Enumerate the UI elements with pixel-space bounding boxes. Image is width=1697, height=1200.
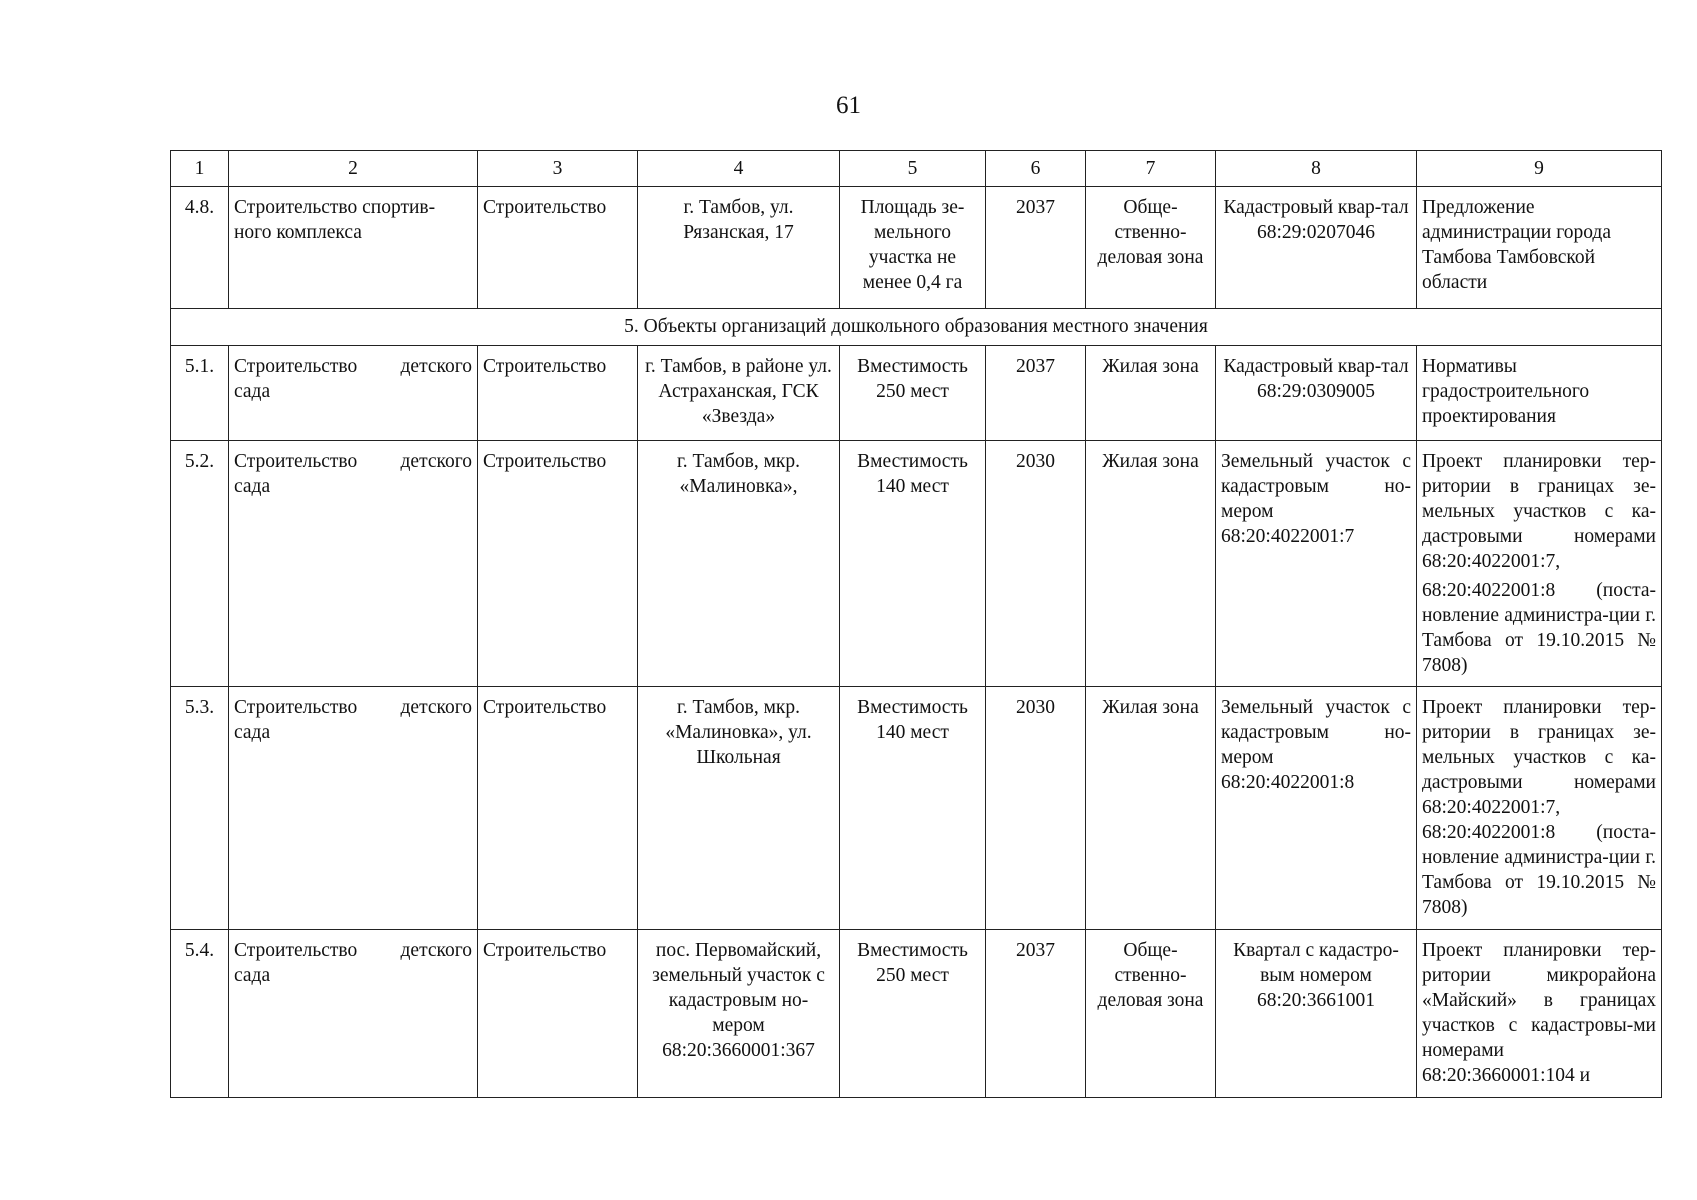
year: 2037 bbox=[986, 930, 1086, 1098]
table-row bbox=[171, 346, 1662, 441]
year: 2030 bbox=[986, 441, 1086, 687]
row-number: 5.3. bbox=[171, 687, 229, 930]
page-number: 61 bbox=[836, 92, 861, 119]
work-type: Строительство bbox=[478, 346, 638, 441]
section-title: 5. Объекты организаций дошкольного образования местного значения bbox=[171, 309, 1662, 346]
location: г. Тамбов, ул. Рязанская, 17 bbox=[638, 187, 840, 309]
object-name: Строительство детского сада bbox=[229, 930, 478, 1098]
zone: Обще-ственно-деловая зона bbox=[1086, 930, 1216, 1098]
table-row bbox=[171, 187, 1662, 309]
table-row bbox=[171, 687, 1662, 930]
basis bbox=[1417, 441, 1662, 687]
column-header: 8 bbox=[1216, 151, 1417, 187]
object-name: Строительство детского сада bbox=[229, 346, 478, 441]
section-header-row bbox=[171, 309, 1662, 346]
table-row bbox=[171, 441, 1662, 687]
year: 2037 bbox=[986, 187, 1086, 309]
location: г. Тамбов, мкр. «Малиновка», ул. Школьная bbox=[638, 687, 840, 930]
basis: Проект планировки тер-ритории микрорайона «Майский» в границах участков с кадастровы-ми номерами 68:20:3660001:104 и bbox=[1417, 930, 1662, 1098]
row-number: 5.1. bbox=[171, 346, 229, 441]
column-header: 9 bbox=[1417, 151, 1662, 187]
plot: Кадастровый квар-тал 68:29:0309005 bbox=[1216, 346, 1417, 441]
row-number: 5.2. bbox=[171, 441, 229, 687]
work-type: Строительство bbox=[478, 441, 638, 687]
plot: Земельный участок с кадастровым но-мером 68:20:4022001:8 bbox=[1216, 687, 1417, 930]
zone: Жилая зона bbox=[1086, 441, 1216, 687]
table-row bbox=[171, 930, 1662, 1098]
parameters: Вместимость 140 мест bbox=[840, 441, 986, 687]
column-header: 6 bbox=[986, 151, 1086, 187]
parameters: Вместимость 250 мест bbox=[840, 930, 986, 1098]
basis-part: 68:20:4022001:8 (поста-новление администра-ции г. Тамбова от 19.10.2015 № 7808) bbox=[1422, 580, 1656, 676]
column-header: 2 bbox=[229, 151, 478, 187]
zone: Жилая зона bbox=[1086, 687, 1216, 930]
work-type: Строительство bbox=[478, 687, 638, 930]
zone: Жилая зона bbox=[1086, 346, 1216, 441]
basis: Нормативы градостроительного проектирования bbox=[1417, 346, 1662, 441]
plot: Кадастровый квар-тал 68:29:0207046 bbox=[1216, 187, 1417, 309]
column-header-row bbox=[171, 151, 1662, 187]
row-number: 5.4. bbox=[171, 930, 229, 1098]
year: 2030 bbox=[986, 687, 1086, 930]
location: г. Тамбов, мкр. «Малиновка», bbox=[638, 441, 840, 687]
parameters: Вместимость 250 мест bbox=[840, 346, 986, 441]
location: пос. Первомайский, земельный участок с кадастровым но-мером 68:20:3660001:367 bbox=[638, 930, 840, 1098]
basis: Предложение администрации города Тамбова Тамбовской области bbox=[1417, 187, 1662, 309]
column-header: 3 bbox=[478, 151, 638, 187]
zone: Обще-ственно-деловая зона bbox=[1086, 187, 1216, 309]
object-name: Строительство спортив-ного комплекса bbox=[229, 187, 478, 309]
work-type: Строительство bbox=[478, 187, 638, 309]
column-header: 4 bbox=[638, 151, 840, 187]
plot: Земельный участок с кадастровым но-мером 68:20:4022001:7 bbox=[1216, 441, 1417, 687]
plot: Квартал с кадастро-вым номером 68:20:3661001 bbox=[1216, 930, 1417, 1098]
row-number: 4.8. bbox=[171, 187, 229, 309]
basis: Проект планировки тер-ритории в границах зе-мельных участков с ка-дастровыми номерами 68:20:4022001:7, 68:20:4022001:8 (поста-новление администра-ции г. Тамбова от 19.10.2015 № 7808) bbox=[1417, 687, 1662, 930]
work-type: Строительство bbox=[478, 930, 638, 1098]
basis-part: Проект планировки тер-ритории в границах зе-мельных участков с ка-дастровыми номерами 68:20:4022001:7, bbox=[1422, 451, 1656, 572]
planning-table bbox=[170, 150, 1662, 1098]
location: г. Тамбов, в районе ул. Астраханская, ГСК «Звезда» bbox=[638, 346, 840, 441]
column-header: 5 bbox=[840, 151, 986, 187]
object-name: Строительство детского сада bbox=[229, 687, 478, 930]
object-name: Строительство детского сада bbox=[229, 441, 478, 687]
parameters: Площадь зе-мельного участка не менее 0,4 га bbox=[840, 187, 986, 309]
year: 2037 bbox=[986, 346, 1086, 441]
parameters: Вместимость 140 мест bbox=[840, 687, 986, 930]
column-header: 7 bbox=[1086, 151, 1216, 187]
column-header: 1 bbox=[171, 151, 229, 187]
